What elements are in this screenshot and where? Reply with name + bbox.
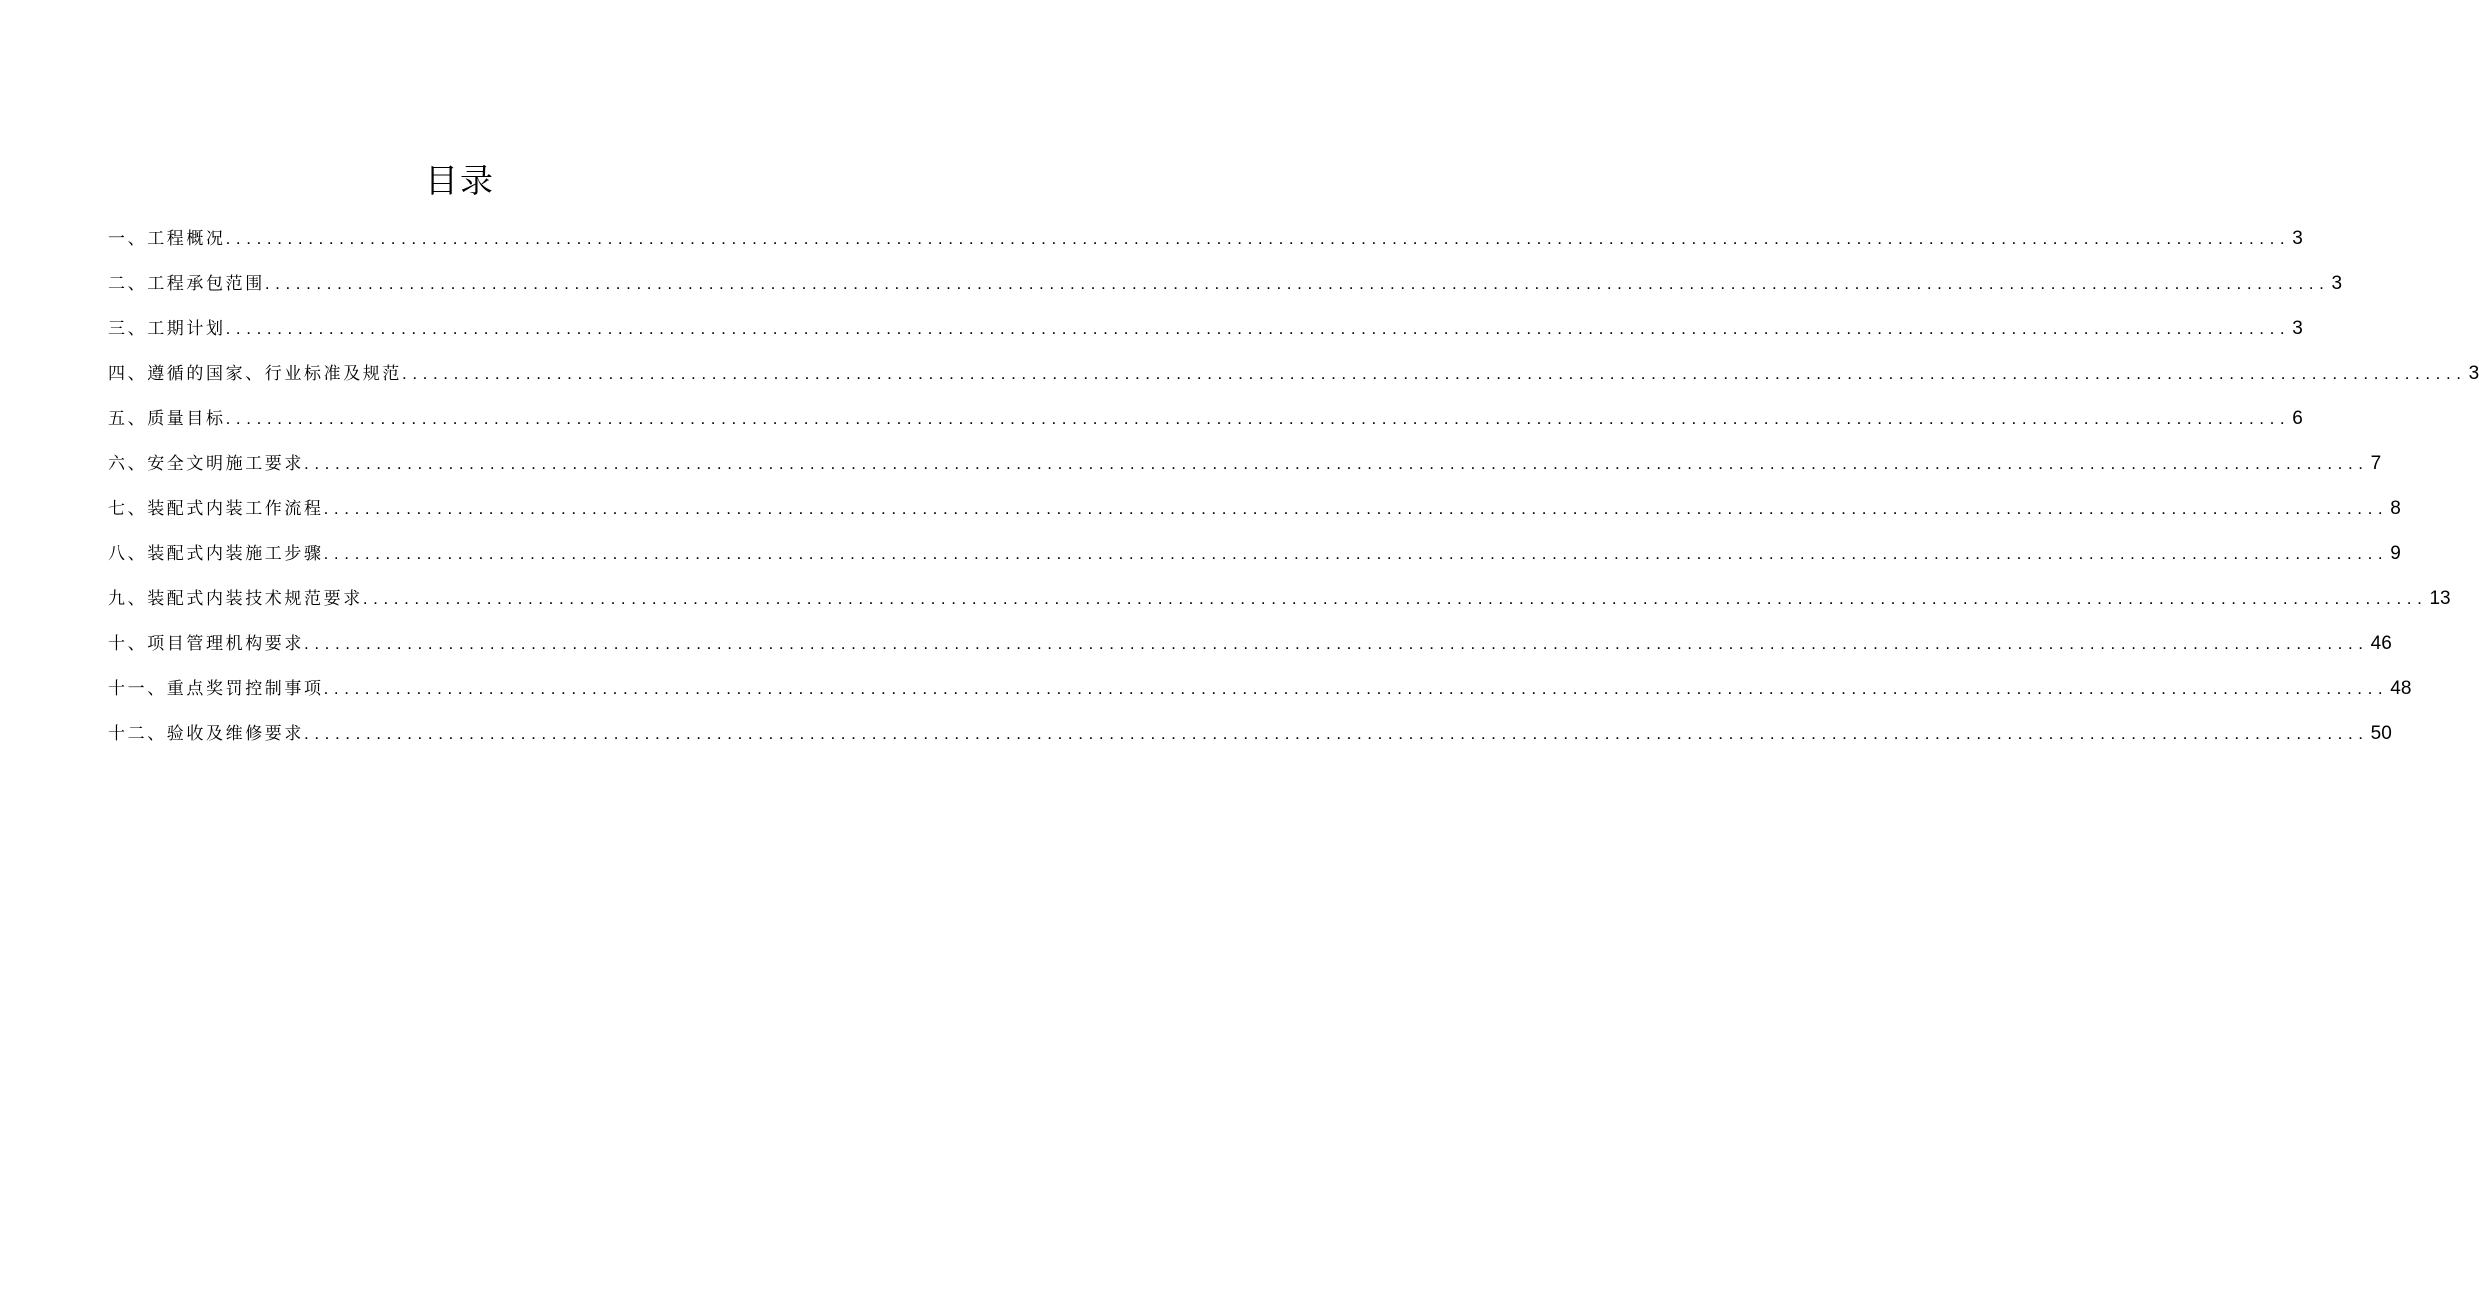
toc-entry-page-number: 6 — [2292, 408, 2303, 429]
toc-entry-page-number: 3 — [2292, 318, 2303, 339]
toc-entry[interactable] — [108, 212, 2303, 257]
toc-entry-page-number: 46 — [2370, 633, 2392, 654]
toc-entry-page-number: 50 — [2370, 723, 2392, 744]
toc-entry[interactable] — [108, 482, 2401, 527]
toc-entry[interactable] — [108, 437, 2382, 482]
toc-entry-page-number: 48 — [2390, 678, 2412, 699]
toc-list — [108, 212, 2479, 752]
toc-entry-page-number: 3 — [2292, 228, 2303, 249]
toc-entry-label: 二、工程承包范围 — [108, 274, 265, 294]
toc-entry-page-number: 13 — [2429, 588, 2451, 609]
toc-title: 目录 — [425, 161, 495, 200]
toc-entry-page-number: 9 — [2390, 543, 2401, 564]
toc-dot-leader: ........................................................................................................................................................................................................ — [264, 274, 2330, 293]
toc-dot-leader: ........................................................................................................................................................................................................ — [225, 319, 2291, 338]
toc-entry[interactable] — [108, 572, 2451, 617]
toc-entry-label: 六、安全文明施工要求 — [108, 454, 304, 474]
toc-entry[interactable] — [108, 257, 2343, 302]
toc-dot-leader: ........................................................................................................................................................................................................ — [402, 364, 2467, 383]
toc-entry-label: 十二、验收及维修要求 — [108, 724, 304, 744]
toc-entry[interactable] — [108, 707, 2392, 752]
toc-entry[interactable] — [108, 392, 2303, 437]
toc-entry[interactable] — [108, 662, 2412, 707]
toc-entry-label: 三、工期计划 — [108, 319, 226, 339]
toc-entry-label: 八、装配式内装施工步骤 — [108, 544, 324, 564]
toc-dot-leader: ........................................................................................................................................................................................................ — [323, 544, 2389, 563]
toc-entry[interactable] — [108, 347, 2479, 392]
toc-dot-leader: ........................................................................................................................................................................................................ — [304, 634, 2369, 653]
toc-dot-leader: ........................................................................................................................................................................................................ — [225, 409, 2291, 428]
toc-entry-label: 九、装配式内装技术规范要求 — [108, 589, 363, 609]
toc-entry-label: 一、工程概况 — [108, 229, 226, 249]
toc-entry[interactable] — [108, 302, 2303, 347]
toc-entry-page-number: 8 — [2390, 498, 2401, 519]
toc-entry-page-number: 3 — [2468, 363, 2479, 384]
toc-entry-label: 十、项目管理机构要求 — [108, 634, 304, 654]
toc-dot-leader: ........................................................................................................................................................................................................ — [323, 679, 2389, 698]
toc-dot-leader: ........................................................................................................................................................................................................ — [225, 229, 2291, 248]
toc-dot-leader: ........................................................................................................................................................................................................ — [323, 499, 2389, 518]
toc-entry-label: 七、装配式内装工作流程 — [108, 499, 324, 519]
toc-entry-label: 十一、重点奖罚控制事项 — [108, 679, 324, 699]
toc-entry-page-number: 7 — [2370, 453, 2382, 474]
toc-entry-page-number: 3 — [2331, 273, 2343, 294]
toc-dot-leader: ........................................................................................................................................................................................................ — [362, 589, 2428, 608]
toc-dot-leader: ........................................................................................................................................................................................................ — [304, 454, 2369, 473]
toc-entry[interactable] — [108, 617, 2392, 662]
toc-entry-label: 四、遵循的国家、行业标准及规范 — [108, 364, 402, 384]
toc-entry[interactable] — [108, 527, 2401, 572]
toc-dot-leader: ........................................................................................................................................................................................................ — [304, 724, 2369, 743]
toc-entry-label: 五、质量目标 — [108, 409, 226, 429]
